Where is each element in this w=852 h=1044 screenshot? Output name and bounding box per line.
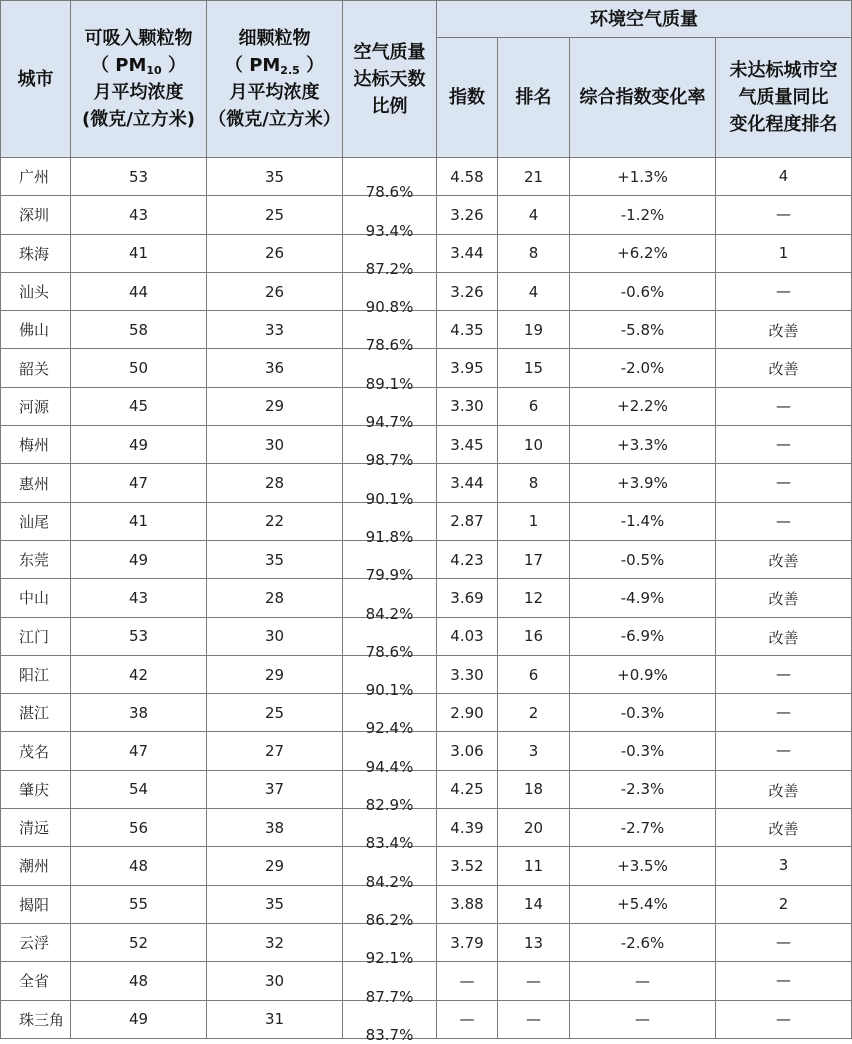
cell-rank: 12	[498, 579, 570, 617]
cell-pm25: 31	[207, 1000, 343, 1038]
cell-city: 珠三角	[1, 1000, 71, 1038]
cell-pm25: 35	[207, 885, 343, 923]
cell-change: +5.4%	[570, 885, 716, 923]
cell-rank: 6	[498, 387, 570, 425]
cell-rank: 4	[498, 196, 570, 234]
cell-yoy: 4	[716, 158, 852, 196]
cell-pm10: 56	[71, 809, 207, 847]
header-env-group: 环境空气质量	[437, 1, 852, 38]
cell-index: 2.90	[437, 694, 498, 732]
cell-change: -0.3%	[570, 694, 716, 732]
cell-yoy: —	[716, 464, 852, 502]
cell-ratio: 89.1%	[343, 349, 437, 387]
table-row	[1, 272, 852, 310]
cell-rank: —	[498, 1000, 570, 1038]
header-ratio: 空气质量 达标天数 比例	[343, 1, 437, 158]
table-row	[1, 617, 852, 655]
cell-rank: 18	[498, 770, 570, 808]
cell-city: 揭阳	[1, 885, 71, 923]
cell-pm25: 35	[207, 158, 343, 196]
cell-yoy: —	[716, 962, 852, 1000]
table-row	[1, 196, 852, 234]
cell-yoy: 1	[716, 234, 852, 272]
cell-ratio: 87.2%	[343, 234, 437, 272]
cell-yoy: —	[716, 1000, 852, 1038]
cell-index: 3.44	[437, 464, 498, 502]
table-row	[1, 426, 852, 464]
cell-pm10: 55	[71, 885, 207, 923]
cell-yoy: 改善	[716, 579, 852, 617]
cell-yoy: 改善	[716, 809, 852, 847]
cell-index: —	[437, 962, 498, 1000]
cell-index: 3.30	[437, 655, 498, 693]
table-row	[1, 962, 852, 1000]
cell-rank: —	[498, 962, 570, 1000]
table-row	[1, 809, 852, 847]
cell-pm10: 47	[71, 732, 207, 770]
header-pm25: 细颗粒物 （ $PM_{2.5}$ ） 月平均浓度 （微克/立方米）	[207, 1, 343, 158]
cell-index: 3.52	[437, 847, 498, 885]
cell-rank: 10	[498, 426, 570, 464]
cell-ratio: 93.4%	[343, 196, 437, 234]
table-row	[1, 311, 852, 349]
header-rank: 排名	[498, 38, 570, 158]
cell-city: 潮州	[1, 847, 71, 885]
cell-pm10: 47	[71, 464, 207, 502]
cell-ratio: 84.2%	[343, 579, 437, 617]
cell-pm25: 36	[207, 349, 343, 387]
cell-ratio: 83.7%	[343, 1000, 437, 1038]
cell-change: -0.5%	[570, 540, 716, 578]
cell-ratio: 94.7%	[343, 387, 437, 425]
cell-yoy: —	[716, 272, 852, 310]
cell-city: 中山	[1, 579, 71, 617]
cell-rank: 1	[498, 502, 570, 540]
header-pm10: 可吸入颗粒物 （ $PM_{10}$ ） 月平均浓度 (微克/立方米)	[71, 1, 207, 158]
cell-pm25: 38	[207, 809, 343, 847]
cell-ratio: 87.7%	[343, 962, 437, 1000]
table-row	[1, 502, 852, 540]
table-row	[1, 770, 852, 808]
cell-city: 湛江	[1, 694, 71, 732]
cell-city: 阳江	[1, 655, 71, 693]
cell-pm25: 30	[207, 962, 343, 1000]
table-row	[1, 923, 852, 961]
cell-city: 江门	[1, 617, 71, 655]
cell-city: 惠州	[1, 464, 71, 502]
cell-index: 3.26	[437, 196, 498, 234]
cell-ratio: 82.9%	[343, 770, 437, 808]
cell-ratio: 92.4%	[343, 694, 437, 732]
header-index: 指数	[437, 38, 498, 158]
cell-change: -4.9%	[570, 579, 716, 617]
cell-change: -1.2%	[570, 196, 716, 234]
cell-city: 肇庆	[1, 770, 71, 808]
cell-pm10: 50	[71, 349, 207, 387]
table-row	[1, 847, 852, 885]
cell-change: -6.9%	[570, 617, 716, 655]
cell-ratio: 90.1%	[343, 655, 437, 693]
cell-pm10: 42	[71, 655, 207, 693]
cell-pm25: 37	[207, 770, 343, 808]
cell-ratio: 78.6%	[343, 311, 437, 349]
cell-rank: 4	[498, 272, 570, 310]
cell-index: 3.06	[437, 732, 498, 770]
cell-index: 4.35	[437, 311, 498, 349]
cell-ratio: 78.6%	[343, 617, 437, 655]
table-row	[1, 387, 852, 425]
cell-pm25: 26	[207, 272, 343, 310]
table-row	[1, 885, 852, 923]
cell-city: 佛山	[1, 311, 71, 349]
cell-index: 2.87	[437, 502, 498, 540]
cell-index: 3.26	[437, 272, 498, 310]
header-change: 综合指数变化率	[570, 38, 716, 158]
cell-yoy: 3	[716, 847, 852, 885]
cell-index: 4.25	[437, 770, 498, 808]
cell-city: 东莞	[1, 540, 71, 578]
cell-pm25: 28	[207, 464, 343, 502]
cell-city: 汕尾	[1, 502, 71, 540]
cell-yoy: —	[716, 655, 852, 693]
cell-pm25: 25	[207, 694, 343, 732]
cell-rank: 2	[498, 694, 570, 732]
cell-yoy: —	[716, 732, 852, 770]
cell-yoy: 改善	[716, 311, 852, 349]
cell-ratio: 90.8%	[343, 272, 437, 310]
cell-index: 4.39	[437, 809, 498, 847]
cell-pm10: 49	[71, 540, 207, 578]
cell-pm25: 29	[207, 387, 343, 425]
cell-index: 4.58	[437, 158, 498, 196]
cell-pm10: 43	[71, 196, 207, 234]
cell-change: -1.4%	[570, 502, 716, 540]
cell-index: 3.95	[437, 349, 498, 387]
cell-ratio: 83.4%	[343, 809, 437, 847]
cell-change: -2.7%	[570, 809, 716, 847]
cell-change: -0.6%	[570, 272, 716, 310]
cell-rank: 21	[498, 158, 570, 196]
cell-change: +1.3%	[570, 158, 716, 196]
cell-change: -0.3%	[570, 732, 716, 770]
cell-city: 茂名	[1, 732, 71, 770]
cell-rank: 16	[498, 617, 570, 655]
table-row	[1, 694, 852, 732]
cell-yoy: —	[716, 196, 852, 234]
cell-rank: 15	[498, 349, 570, 387]
cell-ratio: 84.2%	[343, 847, 437, 885]
cell-city: 云浮	[1, 923, 71, 961]
cell-change: +0.9%	[570, 655, 716, 693]
cell-pm10: 45	[71, 387, 207, 425]
cell-ratio: 91.8%	[343, 502, 437, 540]
cell-pm25: 30	[207, 426, 343, 464]
cell-change: -5.8%	[570, 311, 716, 349]
table-row	[1, 540, 852, 578]
table-row	[1, 655, 852, 693]
cell-ratio: 90.1%	[343, 464, 437, 502]
cell-pm10: 43	[71, 579, 207, 617]
cell-index: 3.79	[437, 923, 498, 961]
table-row	[1, 349, 852, 387]
cell-index: 4.23	[437, 540, 498, 578]
cell-pm10: 58	[71, 311, 207, 349]
table-row	[1, 1000, 852, 1038]
cell-rank: 8	[498, 464, 570, 502]
table-row	[1, 732, 852, 770]
cell-rank: 13	[498, 923, 570, 961]
cell-rank: 14	[498, 885, 570, 923]
cell-pm10: 52	[71, 923, 207, 961]
cell-city: 梅州	[1, 426, 71, 464]
header-city: 城市	[1, 1, 71, 158]
cell-index: 3.45	[437, 426, 498, 464]
cell-yoy: —	[716, 694, 852, 732]
cell-yoy: —	[716, 387, 852, 425]
table-row	[1, 234, 852, 272]
cell-rank: 20	[498, 809, 570, 847]
table-header	[1, 1, 852, 158]
cell-change: —	[570, 1000, 716, 1038]
cell-city: 汕头	[1, 272, 71, 310]
cell-yoy: 改善	[716, 540, 852, 578]
table-row	[1, 464, 852, 502]
cell-city: 河源	[1, 387, 71, 425]
table-row	[1, 158, 852, 196]
cell-pm10: 53	[71, 617, 207, 655]
cell-pm10: 48	[71, 962, 207, 1000]
cell-yoy: 改善	[716, 617, 852, 655]
cell-pm25: 29	[207, 655, 343, 693]
cell-pm25: 22	[207, 502, 343, 540]
cell-index: 3.30	[437, 387, 498, 425]
cell-pm25: 26	[207, 234, 343, 272]
cell-yoy: 2	[716, 885, 852, 923]
cell-rank: 11	[498, 847, 570, 885]
cell-yoy: —	[716, 502, 852, 540]
cell-yoy: 改善	[716, 770, 852, 808]
cell-city: 广州	[1, 158, 71, 196]
cell-change: +3.9%	[570, 464, 716, 502]
cell-pm10: 41	[71, 502, 207, 540]
cell-pm10: 38	[71, 694, 207, 732]
cell-change: +2.2%	[570, 387, 716, 425]
cell-ratio: 98.7%	[343, 426, 437, 464]
cell-rank: 6	[498, 655, 570, 693]
cell-pm25: 30	[207, 617, 343, 655]
cell-yoy: —	[716, 426, 852, 464]
table-body	[1, 158, 852, 1044]
header-yoy: 未达标城市空 气质量同比 变化程度排名	[716, 38, 852, 158]
cell-pm25: 27	[207, 732, 343, 770]
cell-city: 清远	[1, 809, 71, 847]
cell-pm25: 29	[207, 847, 343, 885]
cell-pm25: 33	[207, 311, 343, 349]
cell-change: —	[570, 962, 716, 1000]
cell-pm10: 54	[71, 770, 207, 808]
cell-rank: 17	[498, 540, 570, 578]
cell-rank: 19	[498, 311, 570, 349]
cell-city: 全省	[1, 962, 71, 1000]
cell-change: -2.3%	[570, 770, 716, 808]
cell-change: -2.6%	[570, 923, 716, 961]
cell-city: 深圳	[1, 196, 71, 234]
cell-ratio: 78.6%	[343, 158, 437, 196]
cell-pm10: 44	[71, 272, 207, 310]
cell-index: 4.03	[437, 617, 498, 655]
cell-change: -2.0%	[570, 349, 716, 387]
cell-rank: 3	[498, 732, 570, 770]
cell-ratio: 92.1%	[343, 923, 437, 961]
cell-pm25: 32	[207, 923, 343, 961]
cell-change: +6.2%	[570, 234, 716, 272]
cell-ratio: 79.9%	[343, 540, 437, 578]
cell-change: +3.3%	[570, 426, 716, 464]
cell-change: +3.5%	[570, 847, 716, 885]
cell-pm10: 49	[71, 1000, 207, 1038]
cell-index: 3.69	[437, 579, 498, 617]
cell-pm10: 53	[71, 158, 207, 196]
cell-ratio: 86.2%	[343, 885, 437, 923]
cell-city: 韶关	[1, 349, 71, 387]
cell-yoy: —	[716, 923, 852, 961]
cell-city: 珠海	[1, 234, 71, 272]
cell-pm25: 35	[207, 540, 343, 578]
table-row	[1, 579, 852, 617]
cell-yoy: 改善	[716, 349, 852, 387]
cell-rank: 8	[498, 234, 570, 272]
cell-pm25: 28	[207, 579, 343, 617]
cell-pm25: 25	[207, 196, 343, 234]
cell-index: 3.88	[437, 885, 498, 923]
cell-index: —	[437, 1000, 498, 1038]
cell-pm10: 48	[71, 847, 207, 885]
cell-pm10: 49	[71, 426, 207, 464]
cell-ratio: 94.4%	[343, 732, 437, 770]
cell-index: 3.44	[437, 234, 498, 272]
cell-pm10: 41	[71, 234, 207, 272]
